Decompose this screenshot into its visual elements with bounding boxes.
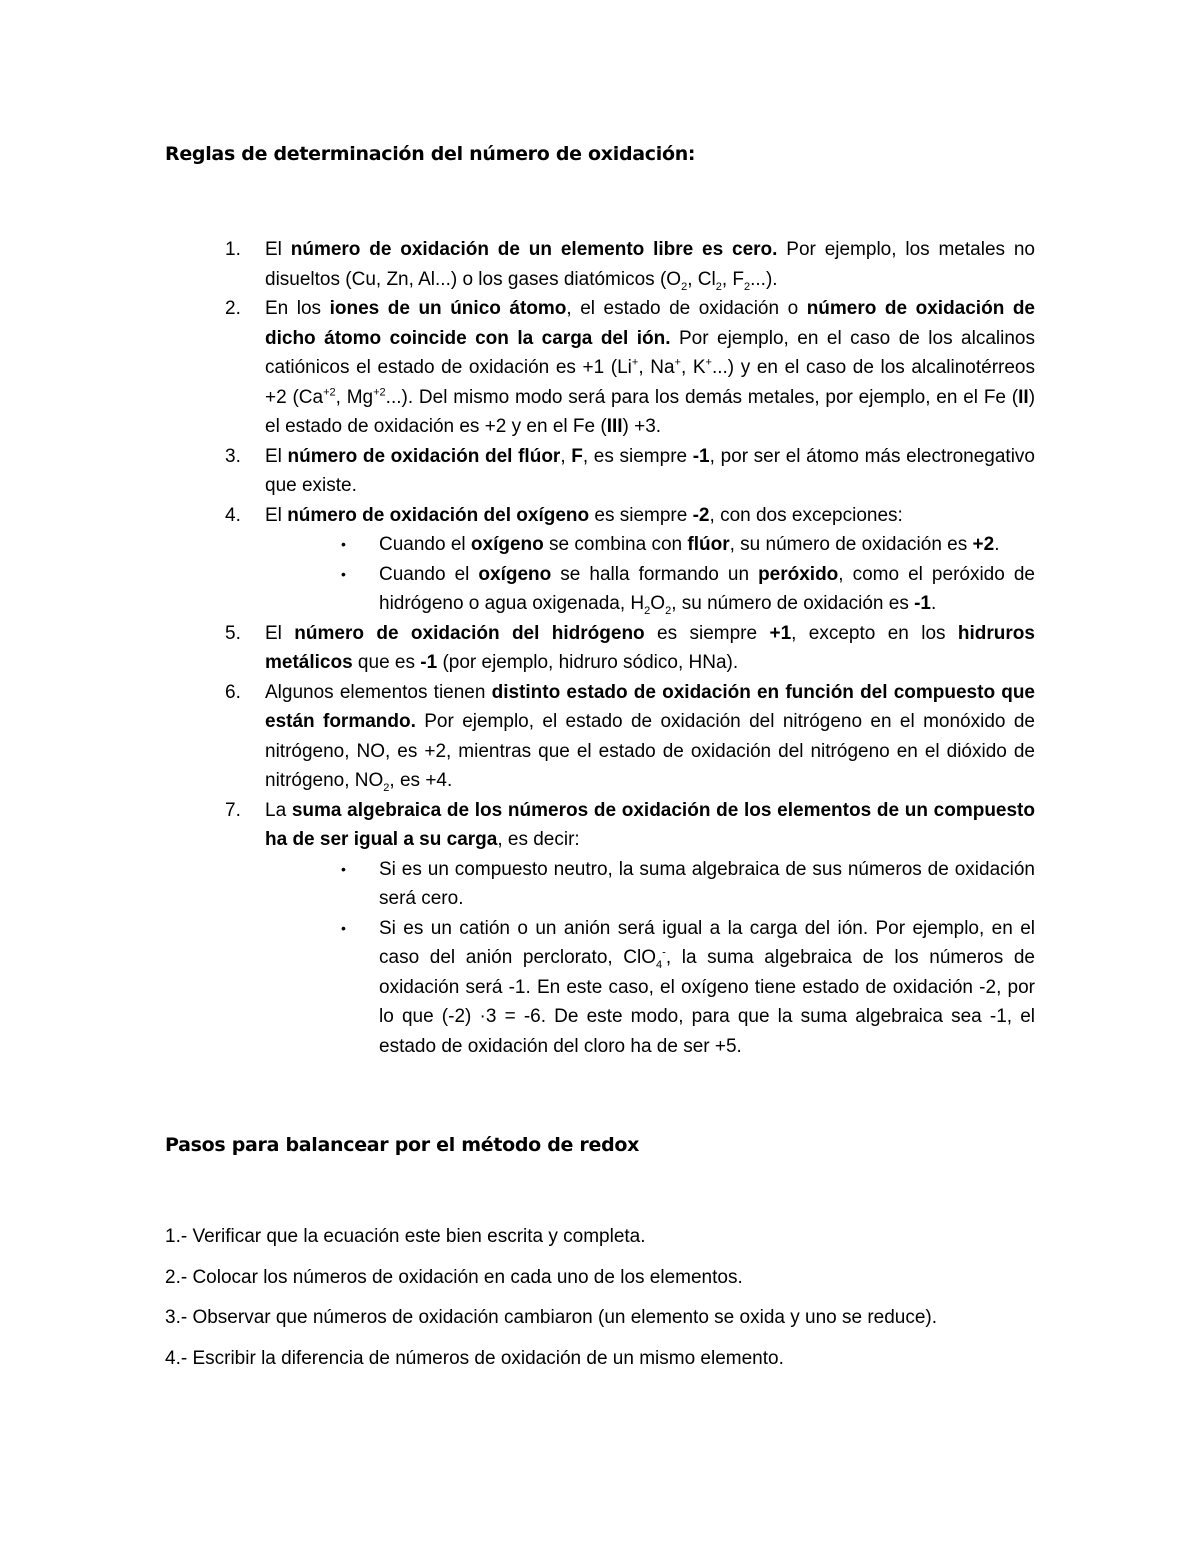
rule-subitem [339, 530, 1035, 560]
bold-text: suma algebraica de los números de oxidación de los elementos de un compuesto ha de ser igual a su carga [265, 799, 1035, 850]
text-run: es siempre [644, 622, 770, 644]
rule-text [265, 800, 1035, 851]
text-run: , es decir: [497, 829, 580, 850]
rule-item [225, 796, 1035, 855]
text-run: El [265, 239, 291, 260]
bold-text: -1 [420, 652, 438, 673]
superscript: + [631, 356, 639, 369]
text-run: Por ejemplo, los metales no disueltos (Cu, Zn, Al...) o los gases diatómicos (O [265, 239, 1035, 290]
step-item: 3.- Observar que números de oxidación cambiaron (un elemento se oxida y uno se reduce). [165, 1307, 938, 1328]
rules-list [225, 235, 1035, 1061]
bullet-icon: • [341, 536, 346, 552]
subitem-text [379, 534, 999, 555]
rule-number: 1. [225, 239, 241, 260]
text-run: , Na [638, 357, 675, 378]
rule-subitem [339, 855, 1035, 914]
step-item: 2.- Colocar los números de oxidación en cada uno de los elementos. [165, 1266, 743, 1288]
bold-text: peróxido [758, 563, 839, 585]
text-run: , [560, 445, 572, 467]
rule-text [265, 623, 1035, 674]
text-run: ) el estado de oxidación es +2 y en el Fe ( [265, 386, 1036, 437]
text-run: que es [352, 652, 421, 673]
rule-item [225, 678, 1035, 796]
subitem-text [379, 859, 1035, 910]
text-run: O [650, 593, 666, 614]
text-run: ...) y en el caso de los alcalinotérreos +2 (Ca [265, 357, 1035, 408]
subitem-text [379, 918, 1035, 1057]
bold-text: oxígeno [470, 534, 544, 555]
text-run: , es +4. [389, 770, 453, 791]
bold-text: F [571, 445, 583, 467]
text-run: , la suma algebraica de los números de oxidación será -1. En este caso, el oxígeno tiene estado de oxidación -2, por lo que (-2) ·3 = -6. De este modo, para que la suma algebraica sea -1, el estado de oxidación del cloro ha de ser +5. [379, 947, 1035, 1057]
bold-text: flúor [687, 534, 730, 555]
text-run: , el estado de oxidación o [566, 298, 807, 319]
superscript: +2 [323, 386, 336, 399]
subscript: 2 [681, 280, 688, 293]
subscript: 2 [715, 280, 722, 293]
text-run: El [265, 445, 288, 467]
text-run: Algunos elementos tienen [265, 681, 492, 703]
text-run: , excepto en los [791, 622, 958, 644]
bold-text: iones de un único átomo [329, 298, 567, 319]
text-run: Cuando el [379, 563, 479, 585]
text-run: , Cl [687, 268, 716, 290]
subscript: 4 [656, 958, 663, 971]
bullet-icon: • [341, 919, 346, 936]
superscript: + [705, 356, 712, 369]
text-run: , es siempre [582, 445, 693, 467]
bold-text: número de oxidación del flúor [287, 445, 561, 467]
rule-number: 4. [225, 504, 241, 526]
text-run: , por ser el átomo más electronegativo que existe. [265, 445, 1035, 496]
rule-number: 5. [225, 622, 241, 644]
rule-number: 6. [225, 681, 241, 703]
bold-text: +1 [769, 622, 792, 644]
steps-list [165, 1222, 1065, 1384]
heading-redox-steps: Pasos para balancear por el método de redox [165, 1134, 640, 1156]
bold-text: hidruros metálicos [265, 622, 1035, 673]
text-run: , su número de oxidación es [671, 593, 915, 614]
step-item: 4.- Escribir la diferencia de números de oxidación de un mismo elemento. [165, 1347, 784, 1369]
text-run: se combina con [543, 534, 688, 555]
rule-text [265, 446, 1035, 497]
rule-number: 7. [225, 799, 241, 821]
bold-text: III [606, 416, 623, 437]
rule-subitem [339, 560, 1035, 619]
bold-text: número de oxidación del oxígeno [287, 504, 590, 526]
superscript: +2 [373, 386, 386, 399]
subscript: 2 [743, 280, 751, 293]
bold-text: número de oxidación de dicho átomo coincide con la carga del ión. [265, 298, 1035, 349]
rule-text [265, 505, 903, 526]
rule-text [265, 682, 1035, 792]
bold-text: -1 [692, 445, 710, 467]
text-run: Si es un compuesto neutro, la suma algebraica de sus números de oxidación será cero. [379, 858, 1035, 909]
bullet-icon: • [341, 860, 346, 877]
rule-text [265, 239, 1035, 293]
text-run: (por ejemplo, hidruro sódico, HNa). [437, 652, 739, 673]
text-run: , su número de oxidación es [729, 534, 973, 555]
heading-oxidation-rules: Reglas de determinación del número de oxidación: [165, 143, 696, 165]
rule-item [225, 235, 1035, 294]
text-run: ) +3. [622, 416, 662, 437]
text-run: Cuando el [379, 534, 471, 555]
text-run: , F [721, 268, 744, 290]
bullet-icon: • [341, 565, 346, 582]
bold-text: oxígeno [478, 563, 552, 585]
subscript: 2 [383, 781, 390, 794]
rule-item [225, 294, 1035, 442]
subscript: 2 [644, 604, 651, 617]
text-run: El [265, 504, 288, 526]
text-run: , como el peróxido de hidrógeno o agua oxigenada, H [379, 563, 1035, 614]
text-run: . [994, 534, 1000, 555]
rule-subitem [339, 914, 1035, 1062]
text-run: El [265, 622, 295, 644]
text-run: , K [680, 357, 706, 378]
superscript: + [674, 356, 681, 369]
bold-text: +2 [972, 534, 995, 555]
text-run: En los [265, 298, 330, 319]
text-run: La [265, 799, 292, 821]
rule-item [225, 619, 1035, 678]
bold-text: II [1018, 386, 1029, 408]
text-run: . [931, 593, 937, 614]
bold-text: número de oxidación del hidrógeno [294, 622, 645, 644]
superscript: - [662, 946, 666, 959]
text-run: ...). Del mismo modo será para los demás metales, por ejemplo, en el Fe ( [385, 386, 1019, 408]
subscript: 2 [665, 604, 672, 617]
rule-number: 2. [225, 298, 241, 319]
rule-item [225, 501, 1035, 531]
text-run: Por ejemplo, en el caso de los alcalinos catiónicos el estado de oxidación es +1 (Li [265, 327, 1035, 378]
text-run: Si es un catión o un anión será igual a la carga del ión. Por ejemplo, en el caso del anión perclorato, ClO [379, 917, 1035, 968]
step-item: 1.- Verificar que la ecuación este bien escrita y completa. [165, 1226, 646, 1247]
subitem-text [379, 564, 1035, 615]
bold-text: -1 [914, 593, 932, 614]
text-run: Por ejemplo, el estado de oxidación del nitrógeno en el monóxido de nitrógeno, NO, es +2, mientras que el estado de oxidación del nitrógeno en el dióxido de nitrógeno, NO [265, 711, 1035, 791]
rule-number: 3. [225, 445, 241, 467]
text-run: es siempre [589, 504, 693, 526]
bold-text: número de oxidación de un elemento libre es cero. [290, 239, 778, 260]
text-run: se halla formando un [551, 563, 759, 585]
text-run: , con dos excepciones: [709, 504, 903, 526]
rule-text [265, 298, 1035, 437]
text-run: ...). [750, 268, 778, 290]
text-run: , Mg [335, 386, 374, 408]
rule-item [225, 442, 1035, 501]
bold-text: -2 [692, 504, 710, 526]
bold-text: distinto estado de oxidación en función del compuesto que están formando. [265, 681, 1035, 732]
